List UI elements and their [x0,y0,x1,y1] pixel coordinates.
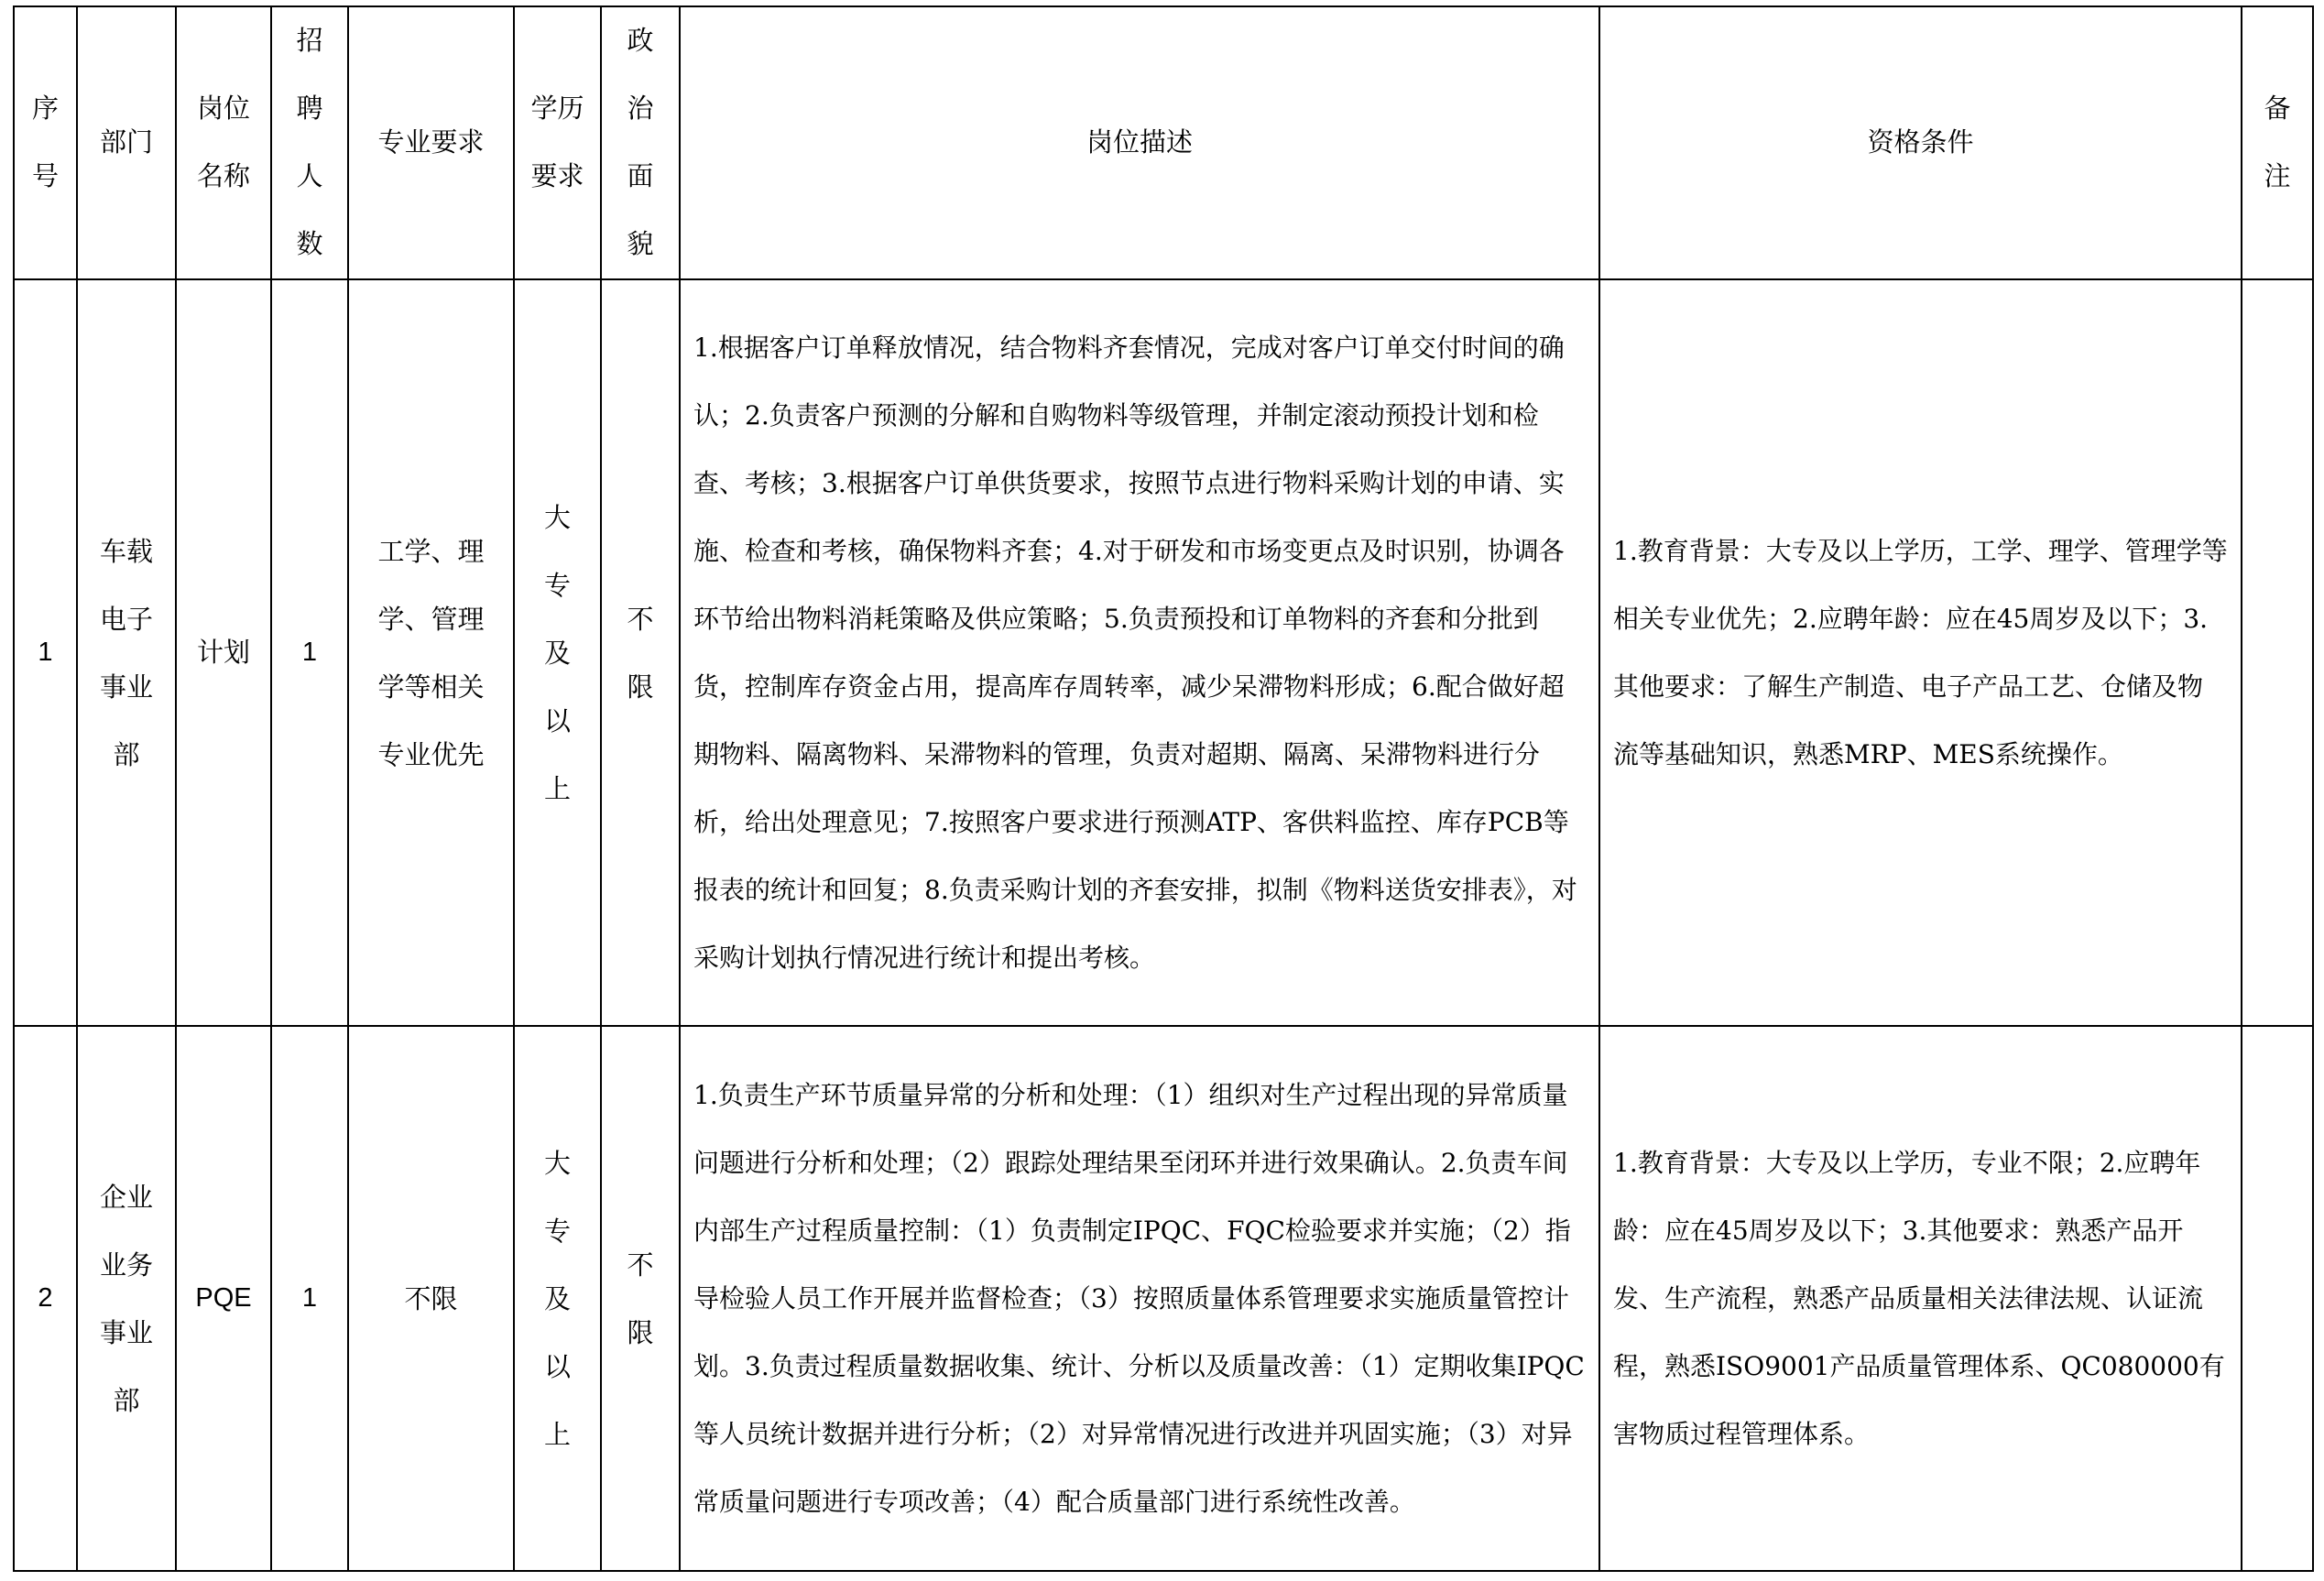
header-qualification: 资格条件 [1599,6,2242,279]
header-description: 岗位描述 [680,6,1599,279]
row-no: 1 [14,279,77,1026]
row-qualification: 1.教育背景：大专及以上学历，工学、理学、管理学等相关专业优先；2.应聘年龄：应在45周岁及以下；3.其他要求：了解生产制造、电子产品工艺、仓储及物流等基础知识，熟悉MRP、MES系统操作。 [1599,279,2242,1026]
header-no: 序 号 [14,6,77,279]
job-table [13,5,2314,1572]
header-political: 政 治 面 貌 [601,6,680,279]
row-education: 大 专 及 以 上 [514,279,601,1026]
row-education: 大 专 及 以 上 [514,1026,601,1571]
row-dept: 企业 业务 事业 部 [77,1026,176,1571]
table-row [14,279,2313,1026]
row-major: 不限 [348,1026,514,1571]
header-remark: 备 注 [2242,6,2313,279]
header-position: 岗位 名称 [176,6,271,279]
header-count: 招 聘 人 数 [271,6,348,279]
row-major: 工学、理学、管理学等相关专业优先 [348,279,514,1026]
header-row [14,6,2313,279]
row-count: 1 [271,279,348,1026]
row-position: 计划 [176,279,271,1026]
row-dept: 车载 电子 事业 部 [77,279,176,1026]
row-remark [2242,279,2313,1026]
row-description: 1.根据客户订单释放情况，结合物料齐套情况，完成对客户订单交付时间的确认；2.负责客户预测的分解和自购物料等级管理，并制定滚动预投计划和检查、考核；3.根据客户订单供货要求，按照节点进行物料采购计划的申请、实施、检查和考核，确保物料齐套；4.对于研发和市场变更点及时识别，协调各环节给出物料消耗策略及供应策略；5.负责预投和订单物料的齐套和分批到货，控制库存资金占用，提高库存周转率，减少呆滞物料形成；6.配合做好超期物料、隔离物料、呆滞物料的管理，负责对超期、隔离、呆滞物料进行分析，给出处理意见；7.按照客户要求进行预测ATP、客供料监控、库存PCB等报表的统计和回复；8.负责采购计划的齐套安排，拟制《物料送货安排表》，对采购计划执行情况进行统计和提出考核。 [680,279,1599,1026]
header-major: 专业要求 [348,6,514,279]
header-dept: 部门 [77,6,176,279]
row-political: 不 限 [601,1026,680,1571]
row-no: 2 [14,1026,77,1571]
row-position: PQE [176,1026,271,1571]
row-qualification: 1.教育背景：大专及以上学历，专业不限；2.应聘年龄：应在45周岁及以下；3.其他要求：熟悉产品开发、生产流程，熟悉产品质量相关法律法规、认证流程，熟悉ISO9001产品质量管理体系、QC080000有害物质过程管理体系。 [1599,1026,2242,1571]
header-education: 学历 要求 [514,6,601,279]
row-description: 1.负责生产环节质量异常的分析和处理：（1）组织对生产过程出现的异常质量问题进行分析和处理；（2）跟踪处理结果至闭环并进行效果确认。2.负责车间内部生产过程质量控制：（1）负责制定IPQC、FQC检验要求并实施；（2）指导检验人员工作开展并监督检查；（3）按照质量体系管理要求实施质量管控计划。3.负责过程质量数据收集、统计、分析以及质量改善：（1）定期收集IPQC等人员统计数据并进行分析；（2）对异常情况进行改进并巩固实施；（3）对异常质量问题进行专项改善；（4）配合质量部门进行系统性改善。 [680,1026,1599,1571]
row-count: 1 [271,1026,348,1571]
table-row [14,1026,2313,1571]
row-remark [2242,1026,2313,1571]
row-political: 不 限 [601,279,680,1026]
